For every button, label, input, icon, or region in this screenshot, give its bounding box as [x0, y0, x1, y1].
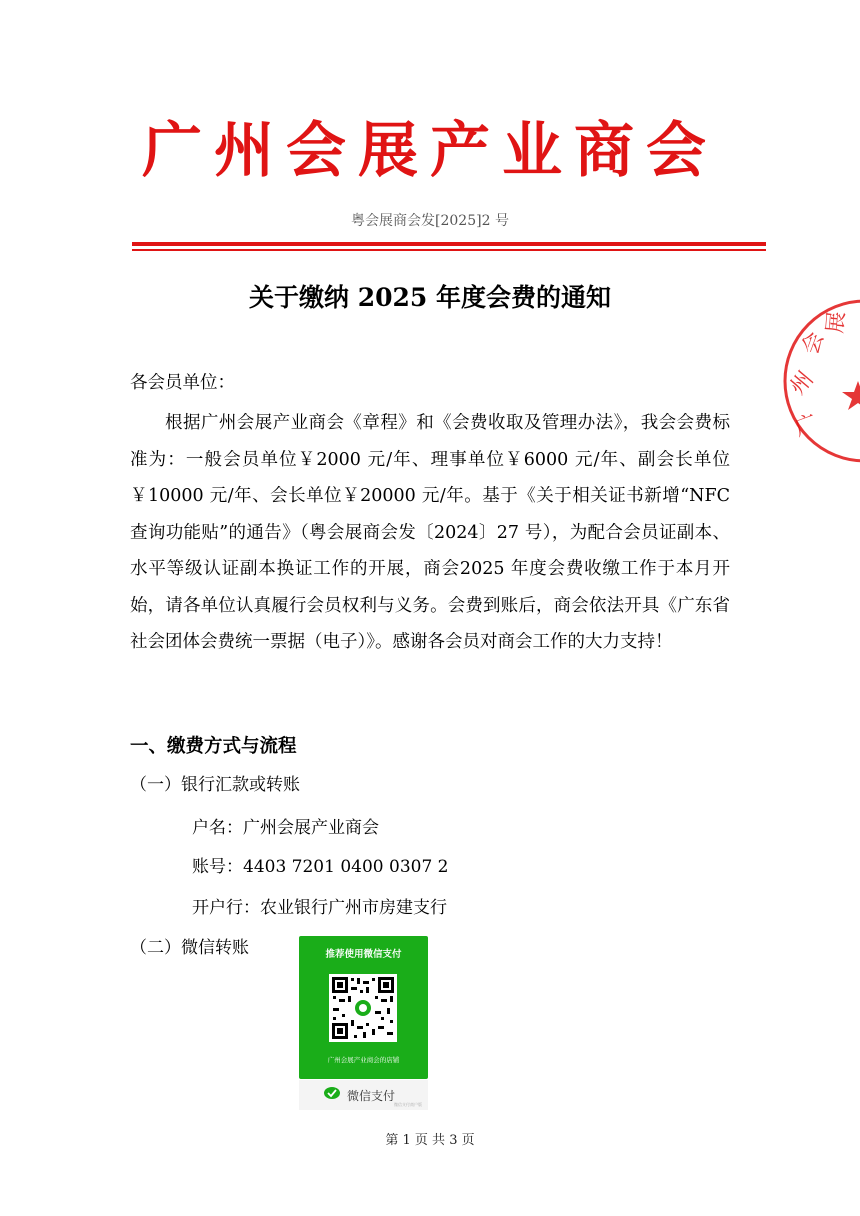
document-number: 粤会展商会发[2025]2 号	[351, 213, 509, 229]
salutation: 各会员单位：	[130, 373, 235, 393]
wechat-pay-card	[299, 936, 428, 1079]
body-paragraph: 根据广州会展产业商会《章程》和《会费收取及管理办法》，我会会费标准为：一般会员单位￥2000 元/年、理事单位￥6000 元/年、副会长单位￥10000 元/年、会长单位￥20000 元/年。基于《关于相关证书新增“NFC 查询功能贴”的通告》（粤会展商会发〔2024〕27 号），为配合会员证副本、水平等级认证副本换证工作的开展，商会2025 年度会费收缴工作于本月开始，请各单位认真履行会员权利与义务。会费到账后，商会依法开具《广东省社会团体会费统一票据（电子）》。感谢各会员对商会工作的大力支持！	[130, 413, 730, 652]
wechat-pay-label: 微信支付	[347, 1089, 396, 1103]
page-footer: 第 1 页 共 3 页	[385, 1133, 475, 1148]
qr-card-footer: 广州会展产业商会的店铺	[327, 1056, 400, 1064]
account-number: 账号：4403 7201 0400 0307 2	[192, 857, 449, 877]
notice-title: 关于缴纳 2025 年度会费的通知	[249, 283, 611, 312]
subsection-wechat-transfer: （二）微信转账	[130, 938, 249, 958]
organization-title: 广州会展产业商会	[142, 116, 718, 186]
account-name: 户名：广州会展产业商会	[192, 818, 379, 838]
header-rule-thin	[132, 249, 766, 251]
section-heading-payment: 一、缴费方式与流程	[130, 736, 297, 757]
wechat-pay-icon	[323, 1086, 341, 1102]
qr-code[interactable]	[329, 974, 397, 1042]
wechat-pay-small-text: 微信支付商户版	[394, 1102, 422, 1107]
seal-char: 会	[798, 328, 830, 359]
qr-card-header: 推荐使用微信支付	[325, 949, 402, 960]
header-rule-thick	[132, 242, 766, 246]
bank-name: 开户行：农业银行广州市房建支行	[192, 898, 447, 918]
official-seal-stamp	[780, 296, 860, 466]
seal-char: 州	[785, 366, 819, 400]
subsection-bank-transfer: （一）银行汇款或转账	[130, 775, 300, 795]
seal-char: 展	[823, 310, 850, 335]
qr-code-icon	[329, 974, 397, 1042]
seal-char: 广	[791, 410, 821, 442]
wechat-pay-strip	[299, 1080, 428, 1110]
